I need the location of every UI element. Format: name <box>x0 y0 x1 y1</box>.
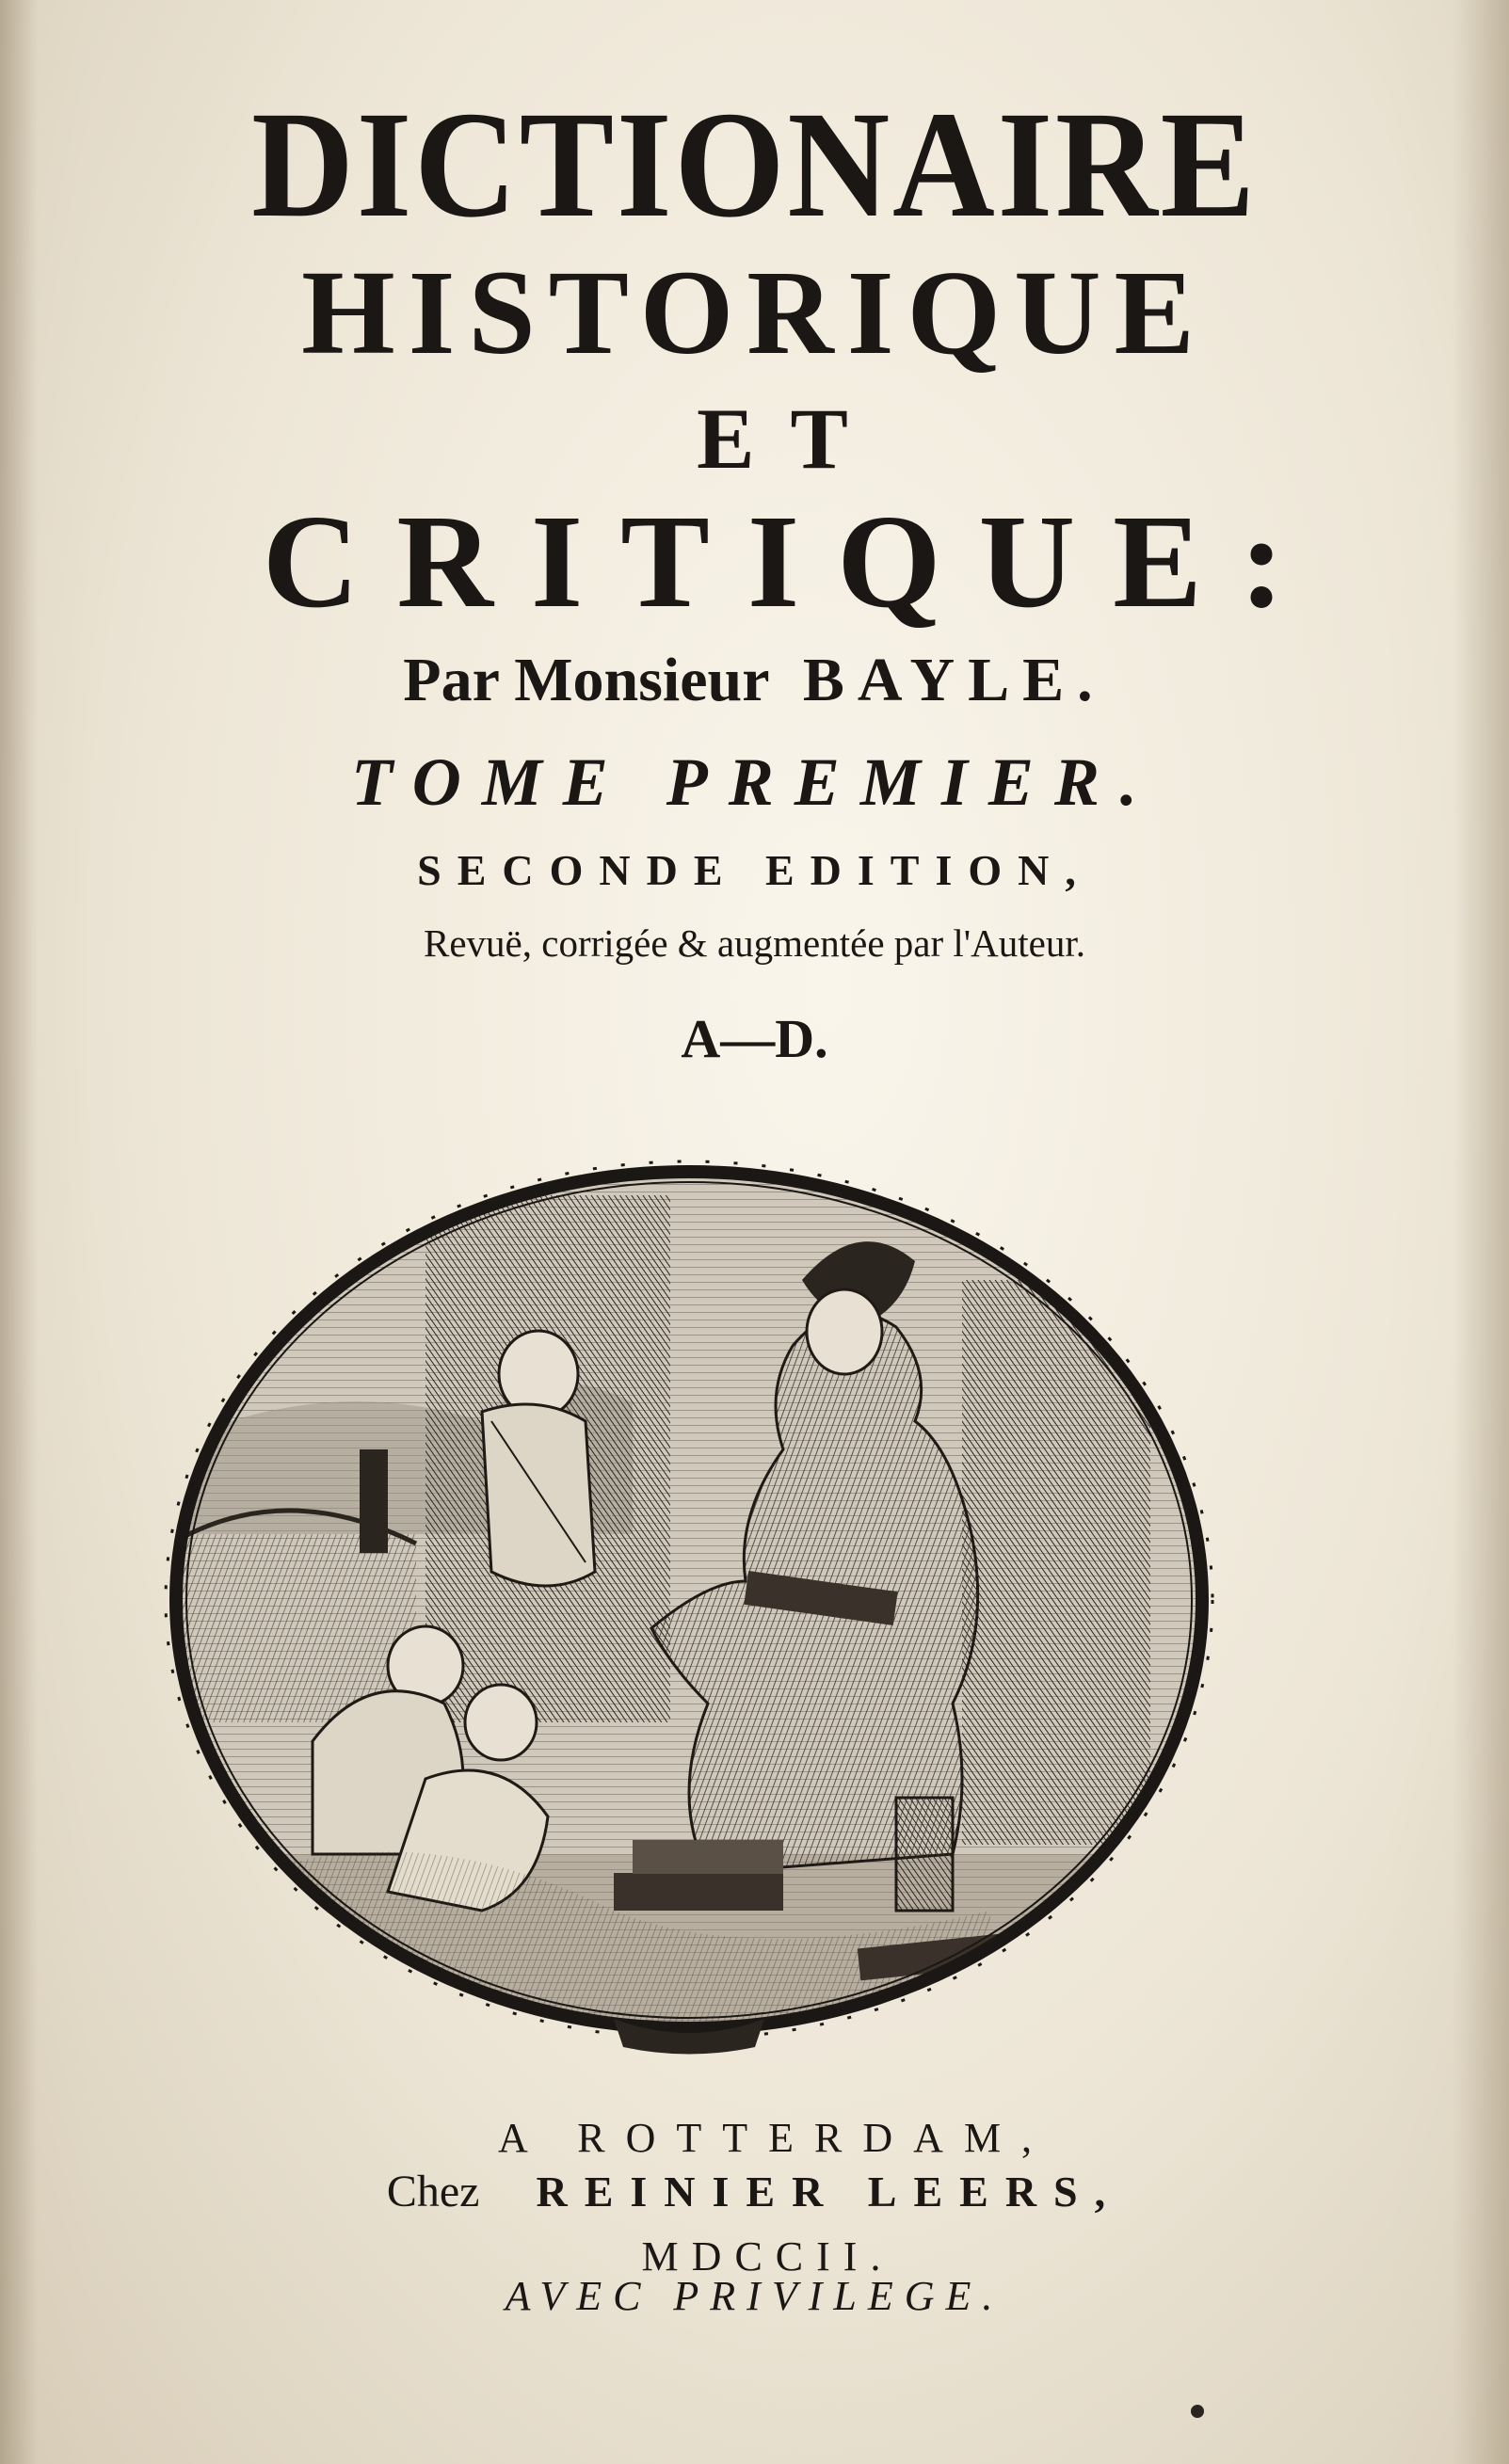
title-line-historique: HISTORIQUE <box>301 246 1208 379</box>
title-line-et: ET <box>697 391 884 487</box>
revision-note: Revuë, corrigée & augmentée par l'Auteur. <box>424 921 1085 965</box>
imprint-publisher-line <box>0 2169 1509 2215</box>
imprint-place: A ROTTERDAM, <box>497 2115 1053 2161</box>
imprint-privilege: AVEC PRIVILEGE. <box>505 2273 1004 2319</box>
volume-label: TOME PREMIER. <box>351 744 1158 820</box>
imprint-year: MDCCII. <box>641 2233 894 2280</box>
imprint-publisher: REINIER LEERS, <box>536 2168 1123 2216</box>
ink-spot <box>1191 2405 1204 2418</box>
title-line-critique: CRITIQUE: <box>262 487 1323 635</box>
edition-label: SECONDE EDITION, <box>417 846 1092 894</box>
author-name: BAYLE. <box>802 646 1106 714</box>
imprint-chez: Chez <box>386 2167 480 2216</box>
author-prefix: Par Monsieur <box>403 646 769 714</box>
engraved-vignette-illustration <box>143 1139 1235 2061</box>
author-line <box>0 646 1509 714</box>
title-line-dictionaire: DICTIONAIRE <box>251 81 1258 249</box>
letter-range: A—D. <box>681 1008 828 1069</box>
